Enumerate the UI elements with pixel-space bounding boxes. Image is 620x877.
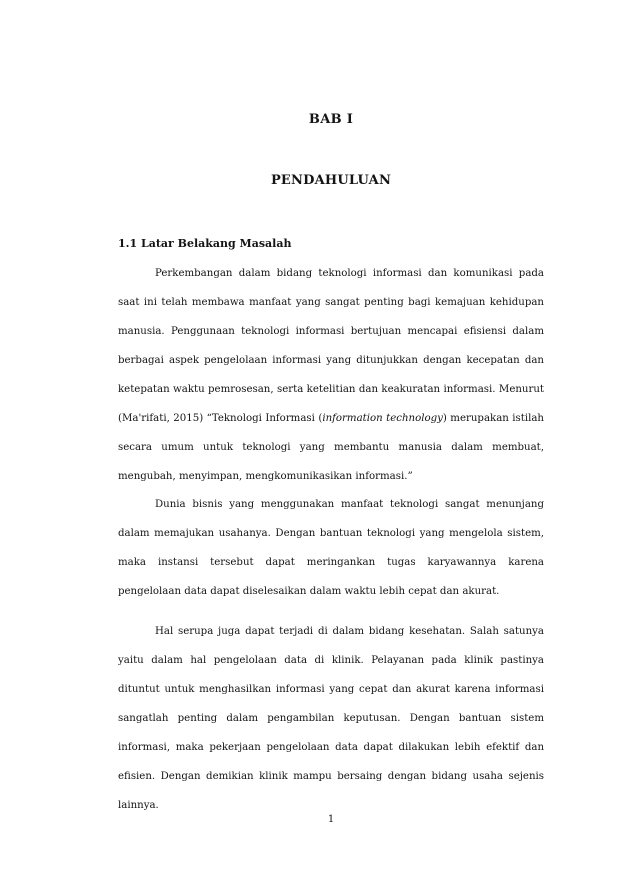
paragraph-1-italic-term: information technology xyxy=(322,413,443,424)
page-number: 1 xyxy=(327,814,335,825)
chapter-title: PENDAHULUAN xyxy=(270,173,392,188)
paragraph-3: Hal serupa juga dapat terjadi di dalam bidang kesehatan. Salah satunya yaitu dalam hal pengelolaan data di klinik. Pelayanan pada klinik pastinya dituntut untuk menghasilkan informasi yang cepat dan akurat karena informasi sangatlah penting dalam pengambilan keputusan. Dengan bantuan sistem informasi, maka pekerjaan pengelolaan data dapat dilakukan lebih efektif dan efisien. Dengan demikian klinik mampu bersaing dengan bidang usaha sejenis lainnya. xyxy=(118,626,544,811)
chapter-number: BAB I xyxy=(308,112,354,127)
paragraph-1 xyxy=(118,259,544,491)
section-title: 1.1 Latar Belakang Masalah xyxy=(118,237,292,250)
paragraph-1-text-before: Perkembangan dalam bidang teknologi informasi dan komunikasi pada saat ini telah membawa manfaat yang sangat penting bagi kemajuan kehidupan manusia. Penggunaan teknologi informasi bertujuan mencapai efisiensi dalam berbagai aspek pengelolaan informasi yang ditunjukkan dengan kecepatan dan ketepatan waktu pemrosesan, serta ketelitian dan keakuratan informasi. Menurut (Ma'rifati, 2015) “Teknologi Informasi ( xyxy=(118,268,544,424)
paragraph-2: Dunia bisnis yang menggunakan manfaat teknologi sangat menunjang dalam memajukan usahanya. Dengan bantuan teknologi yang mengelola sistem, maka instansi tersebut dapat meringankan tugas karyawannya karena pengelolaan data dapat diselesaikan dalam waktu lebih cepat dan akurat. xyxy=(118,499,544,597)
paragraph-1-text-after: ) merupakan istilah secara umum untuk teknologi yang membantu manusia dalam membuat, mengubah, menyimpan, mengkomunikasikan informasi.” xyxy=(118,413,544,482)
